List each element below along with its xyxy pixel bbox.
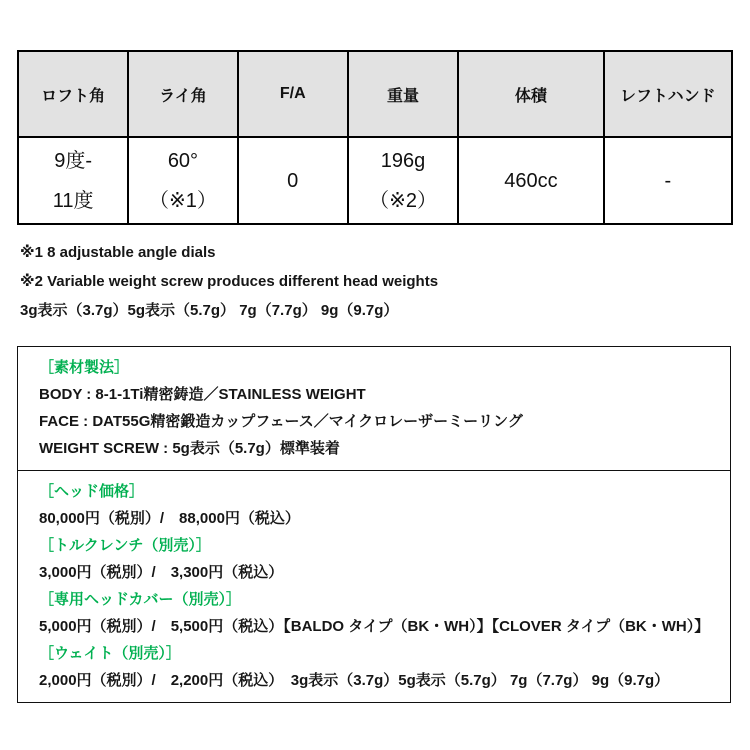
spec-header-left-hand: レフトハンド [604,51,732,137]
spec-value-left-hand [604,137,732,224]
material-body-line: BODY : 8-1-1Ti精密鋳造／STAINLESS WEIGHT [39,386,366,403]
footnotes [20,238,750,325]
weight-option-heading: ［ウェイト（別売）］ [39,645,181,662]
spec-header-row [18,51,732,137]
spec-value-row [18,137,732,224]
spec-header-weight: 重量 [348,51,458,137]
spec-header-fa: F/A [238,51,348,137]
head-price-heading: ［ヘッド価格］ [39,483,145,500]
lie-angle-line2: （※1） [149,189,217,212]
spec-value-volume [458,137,603,224]
loft-angle-line1: 9度- [54,149,93,172]
weight-line2: （※2） [369,189,437,212]
left-hand-line1: - [664,169,672,192]
weight-option-price-text: 2,000円（税別）/ 2,200円（税込） 3g表示（3.7g）5g表示（5.7g） 7g（7.7g） 9g（9.7g） [39,672,670,689]
head-cover-price-text: 5,000円（税別）/ 5,500円（税込）【BALDO タイプ（BK・WH）】【CLOVER タイプ（BK・WH）】 [39,618,710,635]
head-price-text: 80,000円（税別）/ 88,000円（税込） [39,510,300,527]
spec-value-lie-angle [128,137,237,224]
material-weight-screw-line: WEIGHT SCREW : 5g表示（5.7g）標準装着 [39,440,340,457]
spec-header-volume: 体積 [458,51,603,137]
footnote-adjustable-dials: ※1 8 adjustable angle dials [20,244,216,261]
weight-line1: 196g [380,149,426,172]
price-section [18,470,730,702]
detail-box [17,346,731,703]
spec-table [17,50,733,225]
head-cover-heading: ［専用ヘッドカバー（別売）］ [39,591,242,608]
spec-value-loft-angle [18,137,128,224]
material-face-line: FACE : DAT55G精密鍛造カップフェース／マイクロレーザーミーリング [39,413,523,430]
spec-value-weight [348,137,458,224]
torque-wrench-price-text: 3,000円（税別）/ 3,300円（税込） [39,564,284,581]
lie-angle-line1: 60° [167,149,199,172]
loft-angle-line2: 11度 [52,189,94,212]
spec-header-loft-angle: ロフト角 [18,51,128,137]
fa-line1: 0 [287,169,299,192]
material-section [18,347,730,470]
material-section-heading: ［素材製法］ [39,359,130,376]
volume-line1: 460cc [504,169,558,192]
footnote-weight-options: 3g表示（3.7g）5g表示（5.7g） 7g（7.7g） 9g（9.7g） [20,302,399,319]
footnote-weight-screw: ※2 Variable weight screw produces different head weights [20,273,439,290]
spec-value-fa [238,137,348,224]
torque-wrench-heading: ［トルクレンチ（別売）］ [39,537,211,554]
spec-header-lie-angle: ライ角 [128,51,237,137]
